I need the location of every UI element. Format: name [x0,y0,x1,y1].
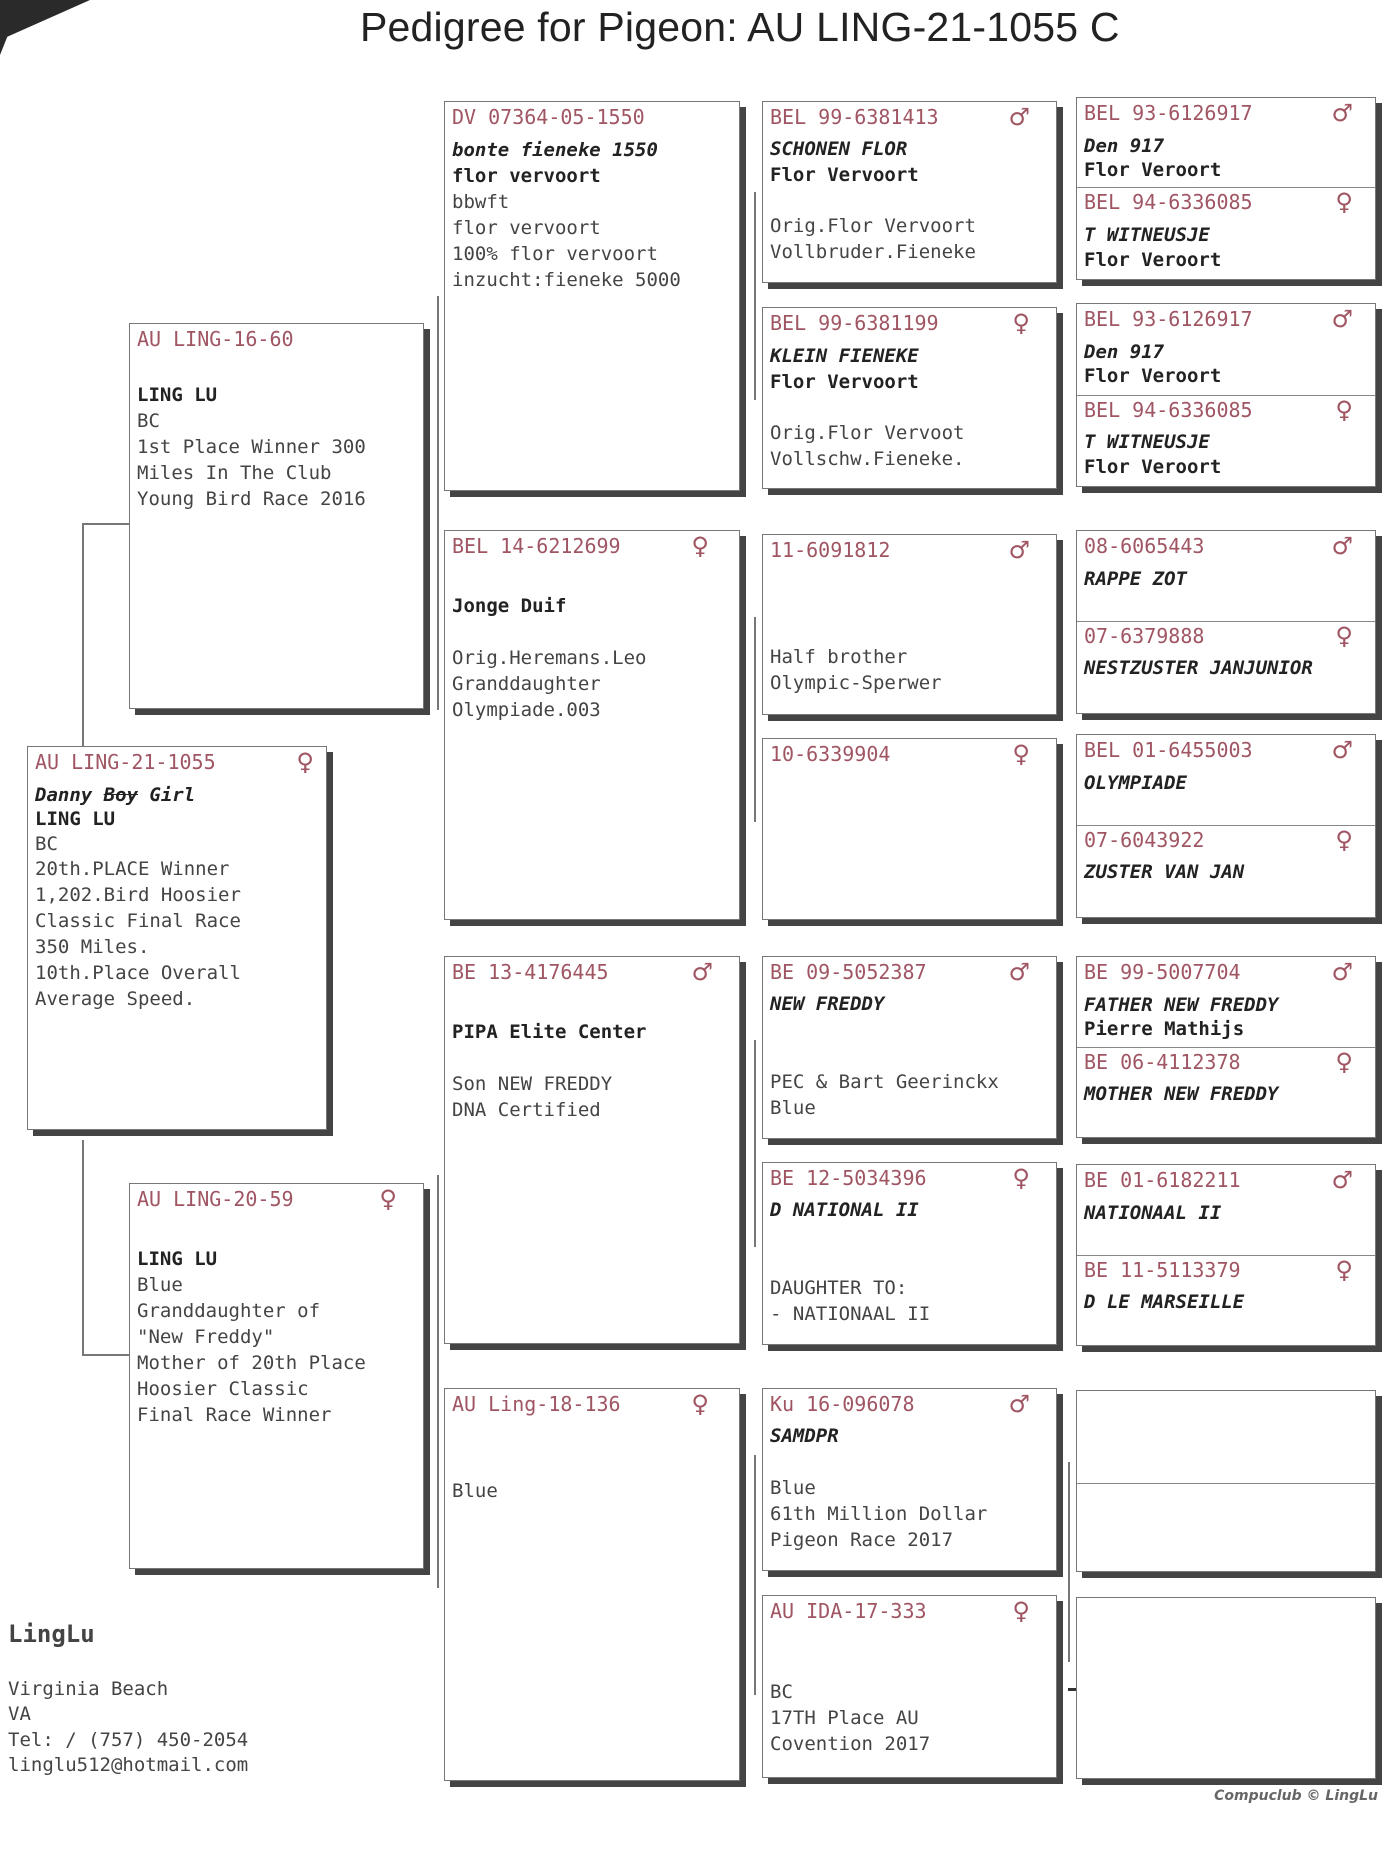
ring-number: BEL 94-6336085 [1084,190,1253,214]
great-grandparent-card [762,101,1057,283]
info-line: Olympiade.003 [452,699,601,721]
gen5-pair-card [1076,956,1376,1138]
male-icon: ♂ [1008,958,1030,986]
gen5-empty-card [1076,1390,1376,1572]
ring-number: 11-6091812 [770,538,891,562]
female-icon: ♀ [1335,188,1353,216]
owner-line: Flor Vervoort [770,164,919,186]
female-icon: ♀ [1335,1256,1353,1284]
breeder-state: VA [8,1703,31,1725]
gen5-pair-card [1076,734,1376,918]
pigeon-name: NATIONAAL II [1084,1202,1222,1224]
great-grandparent-card [762,1162,1057,1345]
breeder-name: LingLu [8,1620,95,1648]
female-icon: ♀ [1012,309,1030,337]
owner-line: Flor Veroort [1084,249,1222,271]
ring-number: 08-6065443 [1084,534,1205,558]
info-line: "New Freddy" [137,1326,275,1348]
ring-number: BE 12-5034396 [770,1166,927,1190]
pigeon-name: D NATIONAL II [770,1199,919,1221]
info-line: Blue [770,1097,816,1119]
color-line: Blue [137,1274,183,1296]
pigeon-name: Den 917 [1084,135,1165,157]
ring-number: BEL 14-6212699 [452,534,621,558]
breeder-city: Virginia Beach [8,1678,169,1700]
female-icon: ♀ [1012,740,1030,768]
info-line: Young Bird Race 2016 [137,488,366,510]
great-grandparent-card [762,1595,1057,1778]
info-line: Orig.Flor Vervoot [770,422,965,444]
ring-number: BE 11-5113379 [1084,1258,1241,1282]
dam-card [129,1183,424,1569]
breeder-phone: Tel: / (757) 450-2054 [8,1729,249,1751]
pigeon-name: Jonge Duif [452,595,567,617]
color-line: BC [770,1681,793,1703]
gen5-empty-card [1076,1597,1376,1779]
info-line: Hoosier Classic [137,1378,309,1400]
info-line: Classic Final Race [35,910,241,932]
owner-line: flor vervoort [452,165,601,187]
breeder-email: linglu512@hotmail.com [8,1754,249,1776]
info-line: inzucht:fieneke 5000 [452,269,681,291]
info-line: 61th Million Dollar [770,1503,988,1525]
info-line: 100% flor vervoort [452,243,658,265]
info-line: Pigeon Race 2017 [770,1529,954,1551]
female-icon: ♀ [1012,1164,1030,1192]
ring-number: DV 07364-05-1550 [452,105,645,129]
info-line: Half brother [770,646,908,668]
pigeon-name: NESTZUSTER JANJUNIOR [1084,657,1313,679]
owner-line: Flor Veroort [1084,365,1222,387]
ring-number: Ku 16-096078 [770,1392,915,1416]
pigeon-name: SCHONEN FLOR [770,138,908,160]
male-icon: ♂ [1331,1166,1353,1194]
info-line: DAUGHTER TO: [770,1277,908,1299]
info-line: Son NEW FREDDY [452,1073,613,1095]
female-icon: ♀ [1012,1597,1030,1625]
male-icon: ♂ [1008,1390,1030,1418]
owner-line: Flor Veroort [1084,159,1222,181]
info-line: DNA Certified [452,1099,601,1121]
pigeon-name: Danny Boy Girl [35,784,196,806]
ring-number: BEL 99-6381199 [770,311,939,335]
ring-number: AU LING-20-59 [137,1187,294,1211]
info-line: Covention 2017 [770,1733,931,1755]
owner-line: LING LU [137,1248,218,1270]
male-icon: ♂ [1331,532,1353,560]
female-icon: ♀ [379,1185,397,1213]
info-line: Olympic-Sperwer [770,672,942,694]
female-icon: ♀ [691,1390,709,1418]
connector [82,523,129,525]
ring-number: BEL 99-6381413 [770,105,939,129]
connector [437,1175,439,1588]
connector [1068,1462,1070,1662]
page-title: Pedigree for Pigeon: AU LING-21-1055 C [360,4,1120,50]
pigeon-name: T WITNEUSJE [1084,224,1210,246]
great-grandparent-card [762,956,1057,1139]
male-icon: ♂ [1331,99,1353,127]
pigeon-name: SAMDPR [770,1425,839,1447]
ring-number: 10-6339904 [770,742,891,766]
male-icon: ♂ [1331,736,1353,764]
male-icon: ♂ [1331,958,1353,986]
connector [82,523,84,746]
grandparent-card [444,101,740,491]
info-line: PEC & Bart Geerinckx [770,1071,999,1093]
color-line: BC [35,833,58,855]
owner-line: Flor Veroort [1084,456,1222,478]
info-line: Orig.Heremans.Leo [452,647,647,669]
info-line: 17TH Place AU [770,1707,919,1729]
connector [82,1354,129,1356]
great-grandparent-card [762,1388,1057,1571]
owner-line: LING LU [137,384,218,406]
info-line: flor vervoort [452,217,601,239]
ring-number: BEL 93-6126917 [1084,307,1253,331]
female-icon: ♀ [1335,622,1353,650]
male-icon: ♂ [1008,103,1030,131]
pigeon-name: KLEIN FIENEKE [770,345,919,367]
male-icon: ♂ [691,958,713,986]
connector [754,1455,756,1695]
info-line: Orig.Flor Vervoort [770,215,976,237]
footer-credit: Compuclub © LingLu [1214,1788,1378,1804]
ring-number: 07-6379888 [1084,624,1205,648]
ring-number: AU LING-16-60 [137,327,294,351]
pigeon-name: D LE MARSEILLE [1084,1291,1245,1313]
scan-corner-mark-2 [0,0,22,55]
pigeon-name: MOTHER NEW FREDDY [1084,1083,1279,1105]
ring-number: BE 06-4112378 [1084,1050,1241,1074]
connector [754,617,756,822]
info-line: Granddaughter of [137,1300,321,1322]
info-line: 350 Miles. [35,936,150,958]
info-line: Miles In The Club [137,462,332,484]
info-line: Average Speed. [35,988,196,1010]
ring-number: 07-6043922 [1084,828,1205,852]
info-line: Vollschw.Fieneke. [770,448,965,470]
gen5-pair-card [1076,1164,1376,1346]
pigeon-name: ZUSTER VAN JAN [1084,861,1245,883]
pigeon-name: OLYMPIADE [1084,772,1187,794]
color-line: BC [137,410,160,432]
grandparent-card [444,956,740,1344]
info-line: Vollbruder.Fieneke [770,241,976,263]
ring-number: BE 99-5007704 [1084,960,1241,984]
color-line: Blue [452,1480,498,1502]
ring-number: AU LING-21-1055 [35,750,216,774]
pigeon-name: RAPPE ZOT [1084,568,1187,590]
ring-number: BE 13-4176445 [452,960,609,984]
info-line: - NATIONAAL II [770,1303,931,1325]
ring-number: BEL 94-6336085 [1084,398,1253,422]
gen5-pair-card [1076,303,1376,487]
sire-card [129,323,424,709]
great-grandparent-card [762,534,1057,715]
pigeon-name: T WITNEUSJE [1084,431,1210,453]
male-icon: ♂ [1331,305,1353,333]
connector [754,192,756,400]
info-line: 1,202.Bird Hoosier [35,884,241,906]
info-line: 1st Place Winner 300 [137,436,366,458]
female-icon: ♀ [1335,1048,1353,1076]
subject-pigeon-card [27,746,327,1130]
pigeon-name: Den 917 [1084,341,1165,363]
female-icon: ♀ [296,748,314,776]
gen5-pair-card [1076,97,1376,280]
info-line: Final Race Winner [137,1404,332,1426]
owner-line: LING LU [35,808,116,830]
ring-number: BE 09-5052387 [770,960,927,984]
female-icon: ♀ [1335,396,1353,424]
color-line: Blue [770,1477,816,1499]
female-icon: ♀ [1335,826,1353,854]
pigeon-name: bonte fieneke 1550 [452,139,658,161]
ring-number: BEL 93-6126917 [1084,101,1253,125]
pigeon-name: NEW FREDDY [770,993,885,1015]
info-line: Granddaughter [452,673,601,695]
connector [82,1140,84,1354]
female-icon: ♀ [691,532,709,560]
grandparent-card [444,530,740,920]
pigeon-name: FATHER NEW FREDDY [1084,994,1279,1016]
gen5-pair-card [1076,530,1376,714]
pigeon-name: PIPA Elite Center [452,1021,647,1043]
great-grandparent-card [762,307,1057,489]
connector [437,296,439,710]
connector [754,1040,756,1247]
info-line: bbwft [452,191,510,213]
info-line: Mother of 20th Place [137,1352,366,1374]
ring-number: BE 01-6182211 [1084,1168,1241,1192]
male-icon: ♂ [1008,536,1030,564]
owner-line: Pierre Mathijs [1084,1018,1245,1040]
grandparent-card [444,1388,740,1781]
ring-number: AU IDA-17-333 [770,1599,927,1623]
owner-line: Flor Vervoort [770,371,919,393]
info-line: 20th.PLACE Winner [35,858,230,880]
great-grandparent-card [762,738,1057,920]
info-line: 10th.Place Overall [35,962,241,984]
ring-number: BEL 01-6455003 [1084,738,1253,762]
ring-number: AU Ling-18-136 [452,1392,621,1416]
